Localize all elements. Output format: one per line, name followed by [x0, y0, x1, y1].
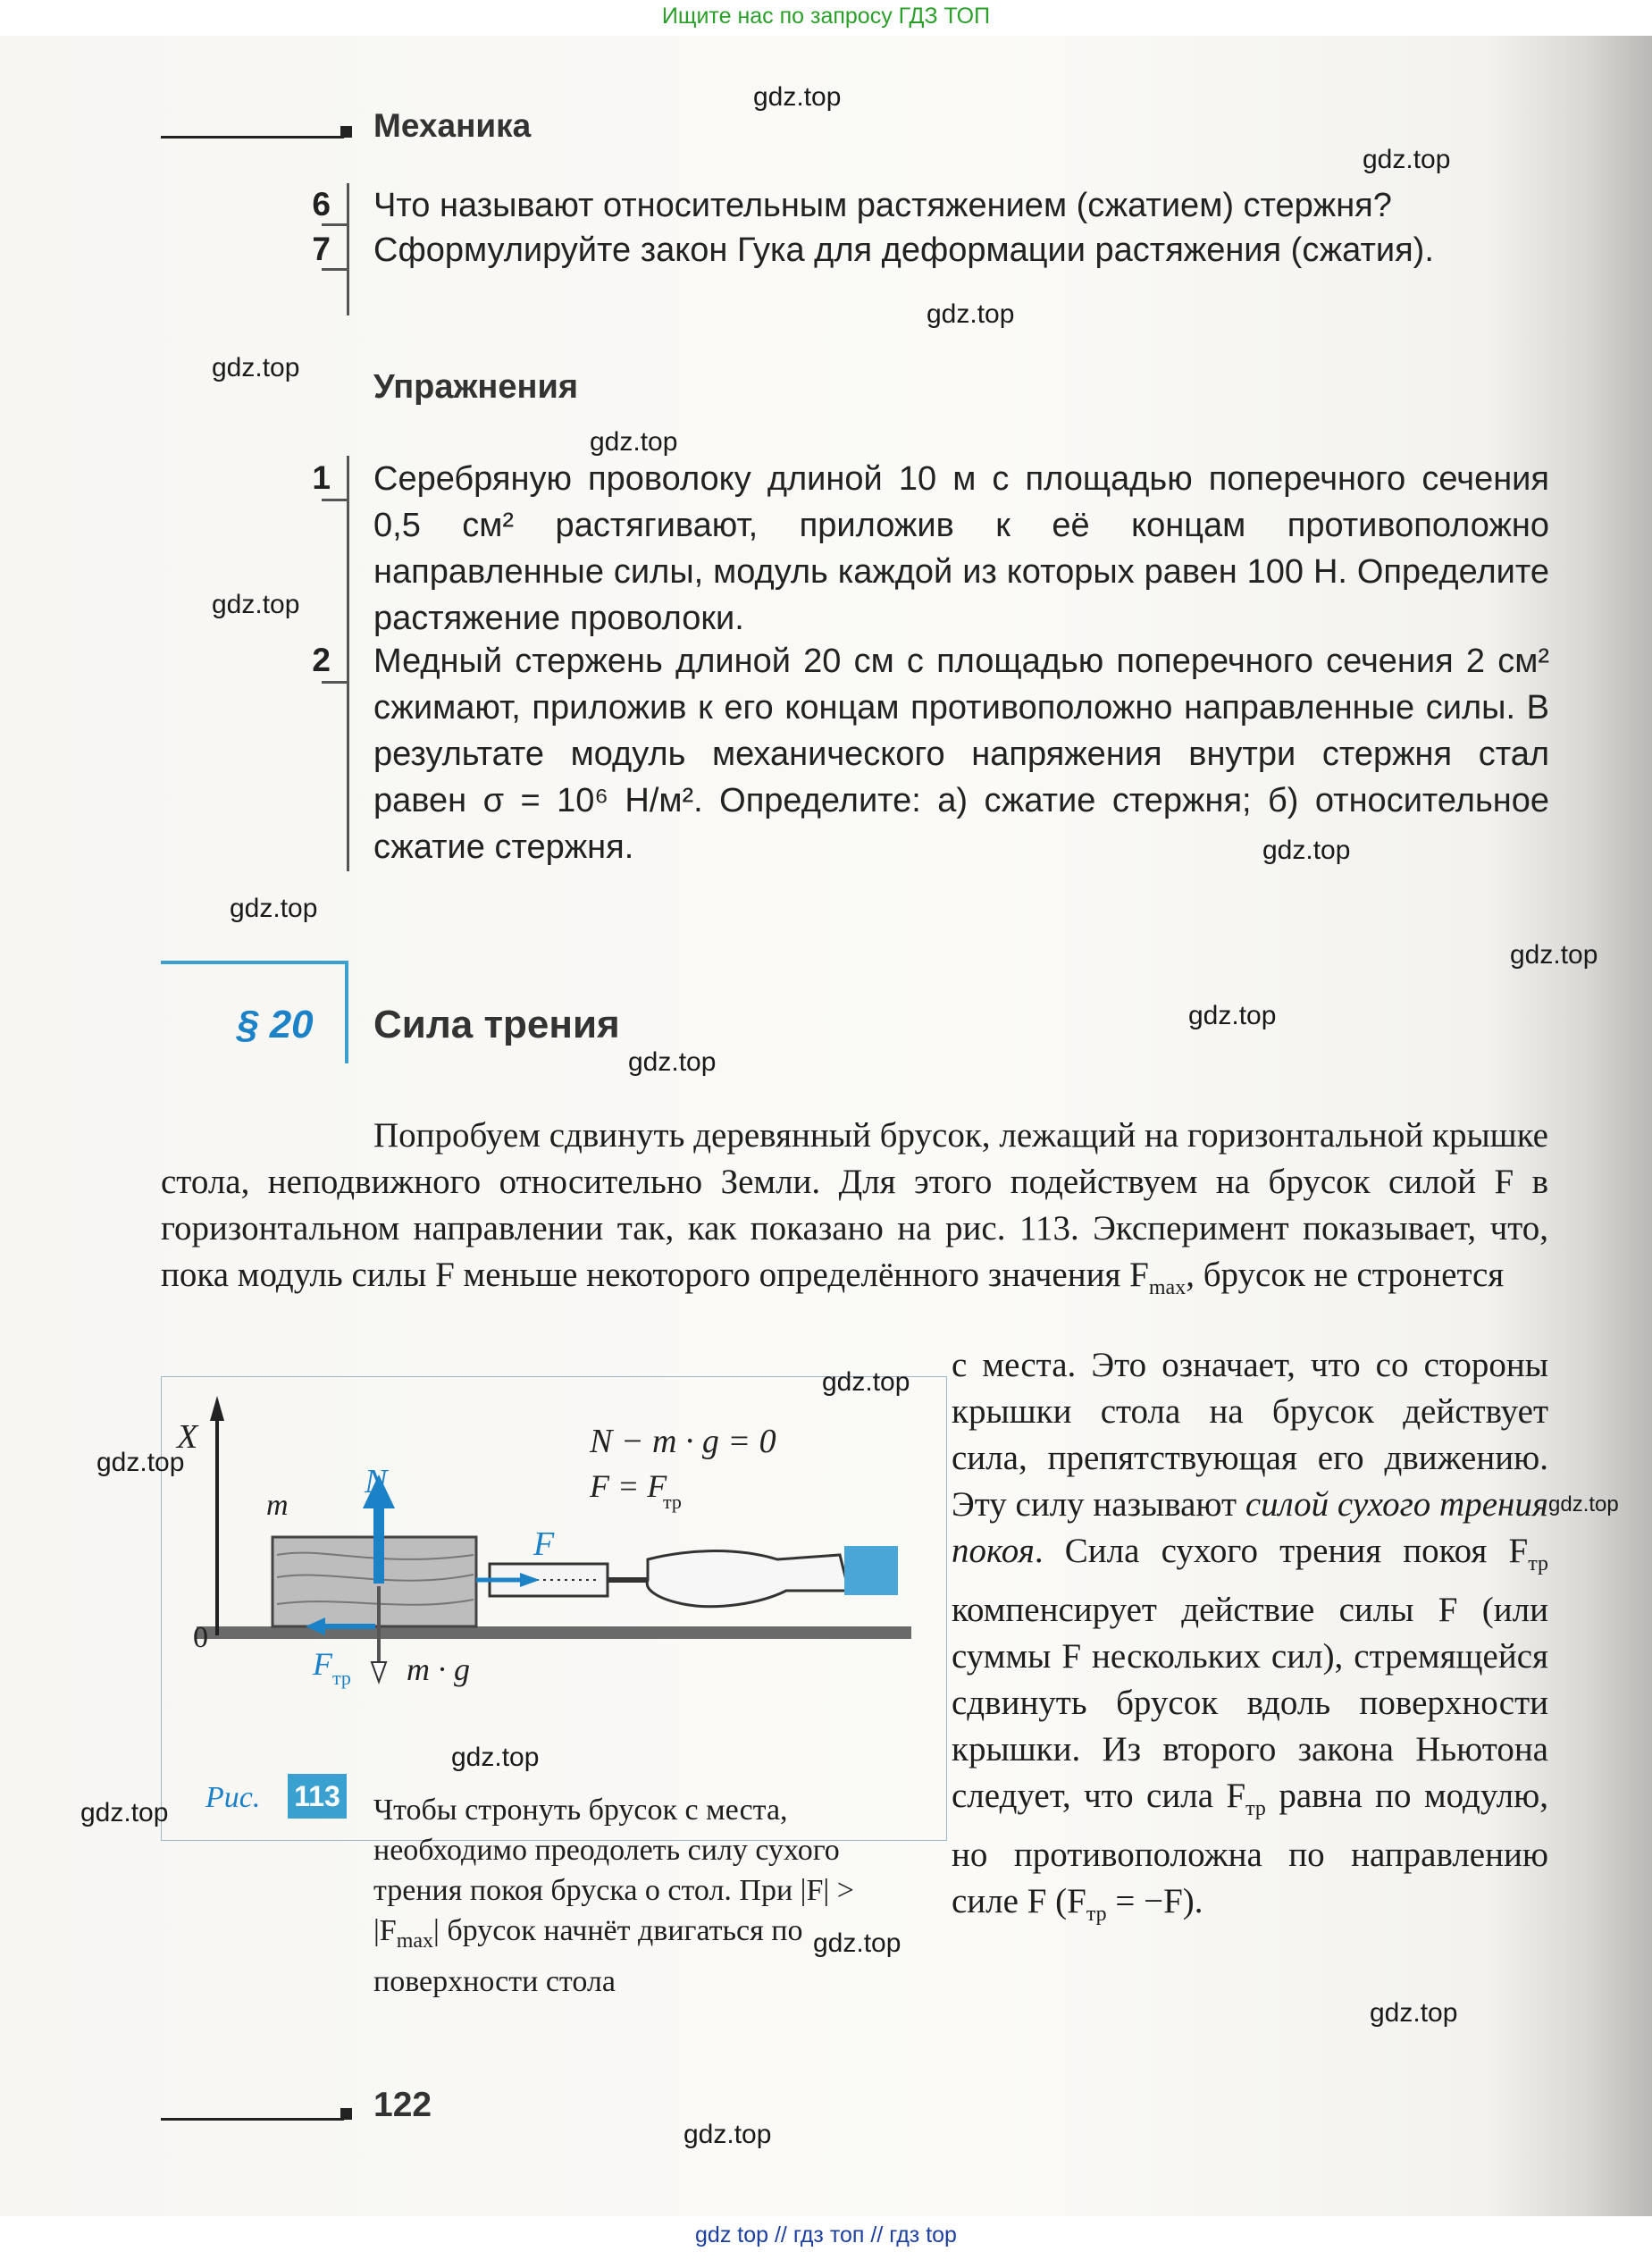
question-tick — [322, 268, 348, 271]
question-tick — [322, 223, 348, 226]
origin-label: 0 — [193, 1621, 208, 1654]
watermark: gdz.top — [212, 353, 300, 382]
watermark: gdz.top — [1510, 940, 1598, 970]
watermark: gdz.top — [96, 1448, 185, 1477]
questions-bar — [347, 183, 349, 315]
watermark: gdz.top — [1370, 1998, 1458, 2028]
body-right-column: с места. Это означает, что со стороны крышки стола на брусок действует сила, препятствующая его движению. Эту силу называют силой сухого трения покоя. Сила сухого трения покоя $F_{тр}$ компенсирует действие силы F (или суммы F нескольких сил), стремящейся сдвинуть брусок вдоль поверхности крышки. Из второго закона Ньютона следует, что сила $F_{тр}$ равна по модулю, но противоположна по направлению силе F $(F_{тр} = -F)$. — [952, 1346, 1549, 1926]
axis-label: X — [177, 1418, 198, 1456]
normal-force-label: N — [365, 1463, 388, 1500]
body-paragraph: Попробуем сдвинуть деревянный брусок, лежащий на горизонтальной крышке стола, неподвижного относительно Земли. Для этого подействуем на брусок силой F в горизонтальном направлении так, как показано на рис. 113. Эксперимент показывает, что, пока модуль силы F меньше некоторого определённого значения $F_{max}$, брусок не стронется — [161, 1116, 1548, 1299]
gravity-label: m · g — [407, 1651, 470, 1687]
figure-label: Рис. — [205, 1781, 261, 1814]
sleeve — [844, 1546, 898, 1595]
section-title: Сила трения — [373, 1003, 620, 1046]
watermark: gdz.top — [590, 427, 678, 457]
footer-rule — [161, 2118, 344, 2121]
watermark: gdz.top — [212, 590, 300, 619]
table-surface — [197, 1626, 911, 1639]
watermark: gdz.top — [230, 894, 318, 923]
equation-2-subscript: тр — [663, 1491, 682, 1513]
watermark: gdz.top — [927, 299, 1015, 329]
header-rule — [161, 136, 344, 139]
header-marker — [340, 126, 352, 138]
equation-2: F = F — [590, 1468, 667, 1504]
exercise-text: Медный стержень длиной 20 см с площадью поперечного сечения 2 см² сжимают, приложив к его концам противоположно направленные силы. В результате модуль механического напряжения внутри стержня стал равен σ = 10⁶ Н/м². Определите: а) сжатие стержня; б) относительное сжатие стержня. — [373, 643, 1549, 866]
section-number: § 20 — [237, 1003, 314, 1046]
exercise-text: Серебряную проволоку длиной 10 м с площадью поперечного сечения 0,5 см² растягивают, приложив к её концам противоположно направленные силы, модуль каждой из которых равен 100 Н. Определите растяжение проволоки. — [373, 460, 1549, 637]
watermark: gdz.top — [822, 1367, 910, 1397]
watermark: gdz.top — [753, 82, 842, 112]
exercise-number: 2 — [312, 642, 331, 678]
watermark: gdz.top — [628, 1047, 717, 1077]
hand — [647, 1551, 849, 1607]
figure-113 — [161, 1376, 947, 1841]
applied-force-label: F — [533, 1525, 555, 1563]
footer-marker — [340, 2108, 352, 2120]
watermark: gdz.top — [1262, 836, 1351, 865]
top-banner[interactable]: Ищите нас по запросу ГДЗ ТОП — [661, 4, 991, 29]
exercises-bar — [347, 456, 349, 871]
page-number: 122 — [373, 2086, 432, 2124]
watermark: gdz.top — [683, 2120, 772, 2149]
watermark: gdz.top — [451, 1743, 540, 1772]
question-text: Сформулируйте закон Гука для деформации растяжения (сжатия). — [373, 231, 1434, 269]
question-number: 7 — [312, 231, 331, 267]
watermark: gdz.top — [1363, 145, 1451, 174]
figure-number: 113 — [288, 1774, 347, 1819]
exercise-tick — [322, 681, 348, 684]
friction-force-label: F — [313, 1646, 332, 1682]
exercise-number: 1 — [312, 459, 331, 496]
question-number: 6 — [312, 186, 331, 223]
equation-1: N − m · g = 0 — [590, 1423, 776, 1460]
exercise-tick — [322, 499, 348, 501]
watermark: gdz.top — [1548, 1492, 1619, 1516]
x-axis-arrow — [210, 1396, 224, 1421]
watermark: gdz.top — [80, 1798, 169, 1827]
friction-force-subscript: тр — [332, 1667, 351, 1689]
figure-caption: Чтобы стронуть брусок с места, необходимо преодолеть силу сухого трения покоя бруска о стол. При $|F| > |F_{max}|$ брусок начнёт двигаться по поверхности стола — [373, 1794, 854, 1998]
exercises-title: Упражнения — [373, 368, 579, 406]
watermark: gdz.top — [813, 1928, 901, 1958]
bottom-banner[interactable]: gdz top // гдз топ // гдз top — [695, 2222, 957, 2247]
watermark: gdz.top — [1188, 1001, 1277, 1030]
mass-label: m — [266, 1489, 289, 1522]
question-text: Что называют относительным растяжением (сжатием) стержня? — [373, 187, 1392, 224]
chapter-header: Механика — [373, 107, 532, 144]
